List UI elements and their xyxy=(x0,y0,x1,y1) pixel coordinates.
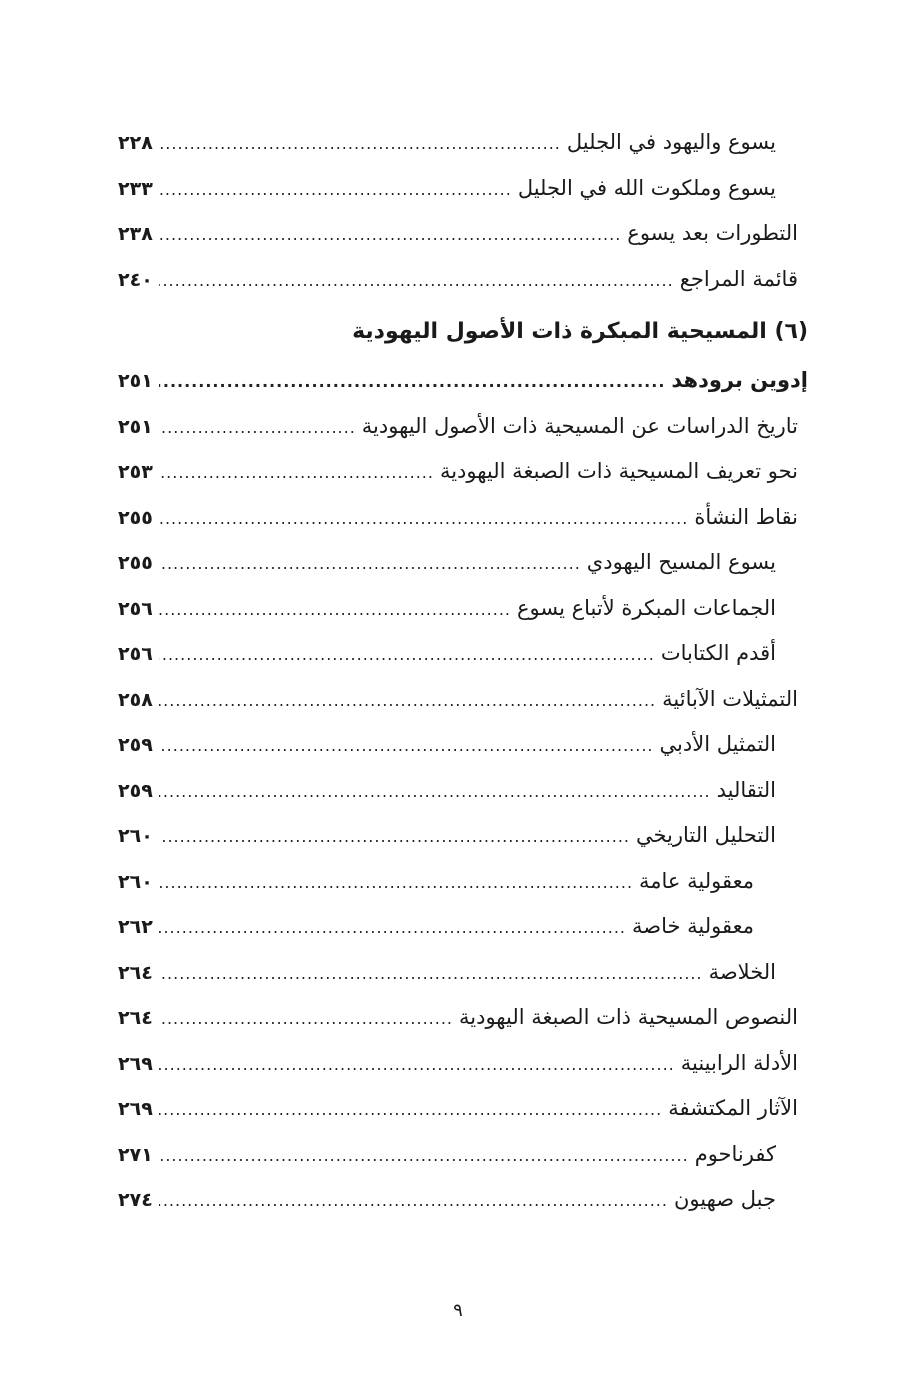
toc-entry-page: ٢٥٩ xyxy=(118,734,153,756)
toc-entry[interactable] xyxy=(118,1041,808,1087)
leader-dots xyxy=(159,678,656,724)
toc-entry-title: الآثار المكتشفة xyxy=(668,1096,798,1120)
leader-dots xyxy=(159,632,655,678)
toc-entry-page: ٢٥٣ xyxy=(118,461,153,483)
toc-entry-page: ٢٥٦ xyxy=(118,643,153,665)
toc-entry-page: ٢٣٣ xyxy=(118,177,153,200)
leader-dots xyxy=(159,996,453,1042)
toc-entry-page: ٢٦٤ xyxy=(118,961,153,984)
leader-dots xyxy=(159,587,511,633)
toc-entry[interactable] xyxy=(118,904,808,950)
toc-entry-page: ٢٦٢ xyxy=(118,916,153,938)
leader-dots xyxy=(159,1087,662,1133)
toc-entry-page: ٢٥١ xyxy=(118,370,153,392)
toc-entry-title: كفرناحوم xyxy=(694,1141,776,1166)
toc-entry-title: نقاط النشأة xyxy=(694,504,798,529)
toc-entry[interactable] xyxy=(118,1086,808,1132)
toc-entry[interactable] xyxy=(118,631,808,677)
leader-dots xyxy=(159,121,561,167)
toc-entry-title: يسوع المسيح اليهودي xyxy=(586,550,776,574)
leader-dots xyxy=(159,450,434,496)
toc-entry-title: التقاليد xyxy=(716,777,776,802)
toc-entry-title: الخلاصة xyxy=(708,959,776,984)
toc-entry-page: ٢٦٠ xyxy=(118,825,153,847)
leader-dots xyxy=(159,1042,675,1088)
leader-dots xyxy=(159,167,512,213)
toc-entry[interactable] xyxy=(118,859,808,905)
toc-entry-title: قائمة المراجع xyxy=(679,266,798,291)
toc-entry-title: جبل صهيون xyxy=(673,1187,776,1211)
toc-entry-page: ٢٣٨ xyxy=(118,223,153,245)
leader-dots xyxy=(159,258,674,304)
toc-entry[interactable] xyxy=(118,813,808,859)
section-heading: (٦) المسيحية المبكرة ذات الأصول اليهودية xyxy=(352,319,808,344)
author-name: إدوين برودهد xyxy=(671,368,808,392)
toc-entry-title: التمثيل الأدبي xyxy=(659,732,776,756)
toc-entry[interactable] xyxy=(118,586,808,632)
leader-dots xyxy=(159,769,711,815)
toc-entry-title: الأدلة الرابينية xyxy=(680,1050,798,1075)
toc-entry-page: ٢٢٨ xyxy=(118,132,153,154)
toc-entry-title: تاريخ الدراسات عن المسيحية ذات الأصول اليهودية xyxy=(361,413,798,438)
toc-entry-title: أقدم الكتابات xyxy=(660,641,776,665)
toc-entry-page: ٢٦٩ xyxy=(118,1098,153,1120)
leader-dots xyxy=(159,951,703,997)
table-of-contents xyxy=(118,120,808,1223)
toc-entry-page: ٢٥٨ xyxy=(118,688,153,711)
leader-dots xyxy=(159,1133,689,1179)
toc-entry-page: ٢٤٠ xyxy=(118,268,153,291)
toc-entry-title: النصوص المسيحية ذات الصبغة اليهودية xyxy=(459,1005,798,1029)
toc-entry-title: التمثيلات الآبائية xyxy=(662,686,798,711)
toc-entry-title: الجماعات المبكرة لأتباع يسوع xyxy=(517,595,776,620)
toc-entry-page: ٢٦٩ xyxy=(118,1052,153,1075)
toc-entry[interactable] xyxy=(118,1177,808,1223)
toc-entry-page: ٢٧٤ xyxy=(118,1189,153,1211)
leader-dots xyxy=(159,541,581,587)
toc-entry[interactable] xyxy=(118,257,808,303)
toc-entry-page: ٢٥٥ xyxy=(118,552,153,574)
leader-dots xyxy=(159,212,622,258)
toc-entry[interactable] xyxy=(118,540,808,586)
toc-author-entry[interactable] xyxy=(118,358,808,404)
leader-dots xyxy=(159,359,666,405)
leader-dots xyxy=(159,860,633,906)
toc-entry[interactable] xyxy=(118,449,808,495)
toc-entry[interactable] xyxy=(118,120,808,166)
toc-entry[interactable] xyxy=(118,495,808,541)
toc-entry-title: يسوع وملكوت الله في الجليل xyxy=(517,175,776,200)
toc-entry[interactable] xyxy=(118,211,808,257)
toc-entry-title: معقولية عامة xyxy=(639,868,754,893)
toc-entry[interactable] xyxy=(118,1132,808,1178)
toc-entry-page: ٢٦٤ xyxy=(118,1007,153,1029)
toc-entry[interactable] xyxy=(118,722,808,768)
page-number: ٩ xyxy=(453,1300,463,1321)
toc-entry[interactable] xyxy=(118,404,808,450)
toc-entry[interactable] xyxy=(118,950,808,996)
toc-entry-page: ٢٧١ xyxy=(118,1143,153,1166)
toc-entry-page: ٢٦٠ xyxy=(118,870,153,893)
toc-entry[interactable] xyxy=(118,768,808,814)
toc-entry-title: نحو تعريف المسيحية ذات الصبغة اليهودية xyxy=(439,459,798,483)
leader-dots xyxy=(159,723,654,769)
leader-dots xyxy=(159,814,630,860)
toc-entry-page: ٢٥٦ xyxy=(118,597,153,620)
toc-entry[interactable] xyxy=(118,995,808,1041)
toc-entry-page: ٢٥٥ xyxy=(118,506,153,529)
toc-entry[interactable] xyxy=(118,677,808,723)
leader-dots xyxy=(159,405,356,451)
toc-entry-title: معقولية خاصة xyxy=(632,914,754,938)
leader-dots xyxy=(159,905,626,951)
toc-entry-title: يسوع واليهود في الجليل xyxy=(566,130,776,154)
toc-entry-page: ٢٥٩ xyxy=(118,779,153,802)
toc-entry-title: التحليل التاريخي xyxy=(635,823,776,847)
toc-entry-title: التطورات بعد يسوع xyxy=(627,221,798,245)
toc-entry[interactable] xyxy=(118,166,808,212)
leader-dots xyxy=(159,1178,668,1224)
leader-dots xyxy=(159,496,689,542)
toc-entry-page: ٢٥١ xyxy=(118,415,153,438)
